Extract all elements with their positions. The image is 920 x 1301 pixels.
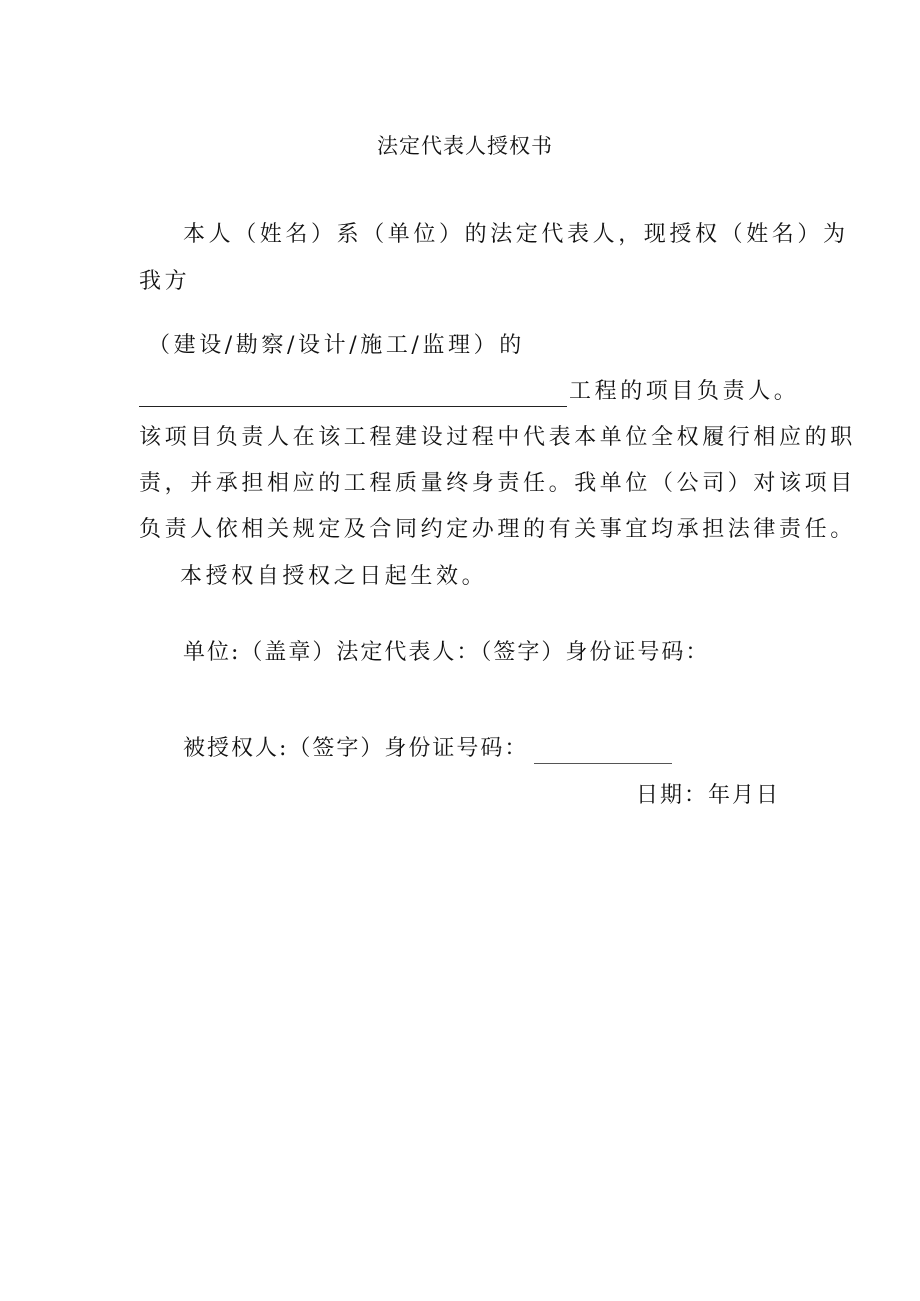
signature-authorized-line [183, 734, 672, 764]
project-name-blank [139, 382, 567, 407]
signature-unit-line: 单位:（盖章）法定代表人：（签字）身份证号码： [183, 640, 710, 665]
date-line: 日期：年月日 [636, 783, 781, 808]
paragraph-line-4-text: 工程的项目负责人。 [569, 379, 800, 404]
paragraph-line-5: 该项目负责人在该工程建设过程中代表本单位全权履行相应的职 [139, 425, 856, 450]
paragraph-effective: 本授权自授权之日起生效。 [180, 564, 488, 589]
paragraph-line-1: 本人（姓名）系（单位）的法定代表人，现授权（姓名）为 [183, 222, 849, 247]
id-number-blank [534, 741, 672, 764]
signature-authorized-text: 被授权人:（签字）身份证号码： [183, 736, 529, 761]
paragraph-line-3: （建设/勘察/设计/施工/监理）的 [148, 333, 525, 358]
paragraph-line-6: 责，并承担相应的工程质量终身责任。我单位（公司）对该项目 [139, 471, 856, 496]
document-title: 法定代表人授权书 [377, 134, 553, 158]
paragraph-line-4 [139, 377, 799, 407]
paragraph-line-7: 负责人依相关规定及合同约定办理的有关事宜均承担法律责任。 [139, 517, 856, 542]
paragraph-line-2: 我方 [139, 269, 191, 294]
